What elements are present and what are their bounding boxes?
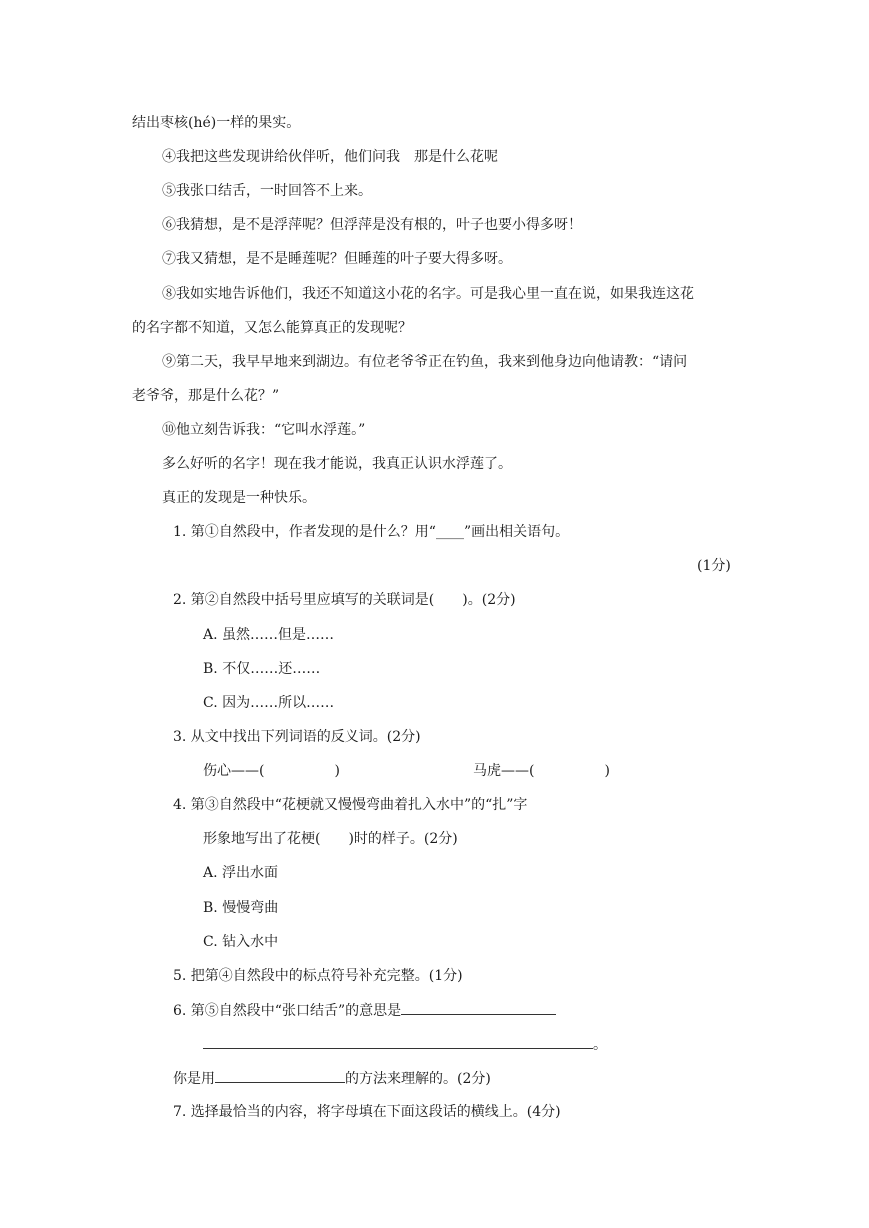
paragraph-8-line2: 的名字都不知道，又怎么能算真正的发现呢？ [132, 320, 412, 336]
paragraph-10: ⑩他立刻告诉我：“它叫水浮莲。” [162, 422, 366, 438]
paragraph-11: 多么好听的名字！现在我才能说，我真正认识水浮莲了。 [162, 456, 512, 472]
question-4-line1: 4. 第③自然段中“花梗就又慢慢弯曲着扎入水中”的“扎”字 [173, 797, 528, 813]
paragraph-4: ④我把这些发现讲给伙伴听，他们问我 那是什么花呢 [162, 149, 498, 165]
question-2-option-a: A. 虽然……但是…… [203, 627, 335, 643]
question-1-text-a: 1. 第①自然段中，作者发现的是什么？用“ [173, 524, 436, 540]
question-6-line2 [203, 1034, 607, 1055]
question-6 [173, 1000, 556, 1021]
question-2: 2. 第②自然段中括号里应填写的关联词是( )。(2分) [173, 592, 516, 608]
question-3-antonym-right: 马虎——( ) [473, 763, 610, 779]
paragraph-9-line1: ⑨第二天，我早早地来到湖边。有位老爷爷正在钓鱼，我来到他身边向他请教：“请问 [162, 354, 688, 370]
question-3: 3. 从文中找出下列词语的反义词。(2分) [173, 729, 421, 745]
paragraph-6: ⑥我猜想，是不是浮萍呢？但浮萍是没有根的，叶子也要小得多呀！ [162, 217, 582, 233]
question-6-answer-blank-1[interactable] [401, 1000, 556, 1015]
question-1-score: (1分) [697, 558, 731, 574]
question-6-text: 6. 第⑤自然段中“张口结舌”的意思是 [173, 1003, 402, 1019]
question-1-text-b: ”画出相关语句。 [463, 524, 570, 540]
question-5: 5. 把第④自然段中的标点符号补充完整。(1分) [173, 968, 463, 984]
question-3-antonym-left: 伤心——( ) [203, 763, 340, 779]
paragraph-12: 真正的发现是一种快乐。 [162, 490, 316, 506]
paragraph-5: ⑤我张口结舌，一时回答不上来。 [162, 183, 372, 199]
passage-line-continuation: 结出枣核(hé)一样的果实。 [132, 115, 301, 131]
question-1 [173, 522, 569, 542]
question-1-blank: ____ [435, 524, 464, 540]
paragraph-7: ⑦我又猜想，是不是睡莲呢？但睡莲的叶子要大得多呀。 [162, 251, 512, 267]
question-6-method-b: 的方法来理解的。(2分) [345, 1071, 491, 1087]
paragraph-8-line1: ⑧我如实地告诉他们，我还不知道这小花的名字。可是我心里一直在说，如果我连这花 [162, 286, 694, 302]
paragraph-9-line2: 老爷爷，那是什么花？” [132, 388, 280, 404]
question-6-method [173, 1068, 491, 1089]
question-4-option-c: C. 钻入水中 [203, 934, 279, 950]
question-2-option-c: C. 因为……所以…… [203, 695, 335, 711]
question-2-option-b: B. 不仅……还…… [203, 661, 321, 677]
question-6-answer-blank-2[interactable] [203, 1034, 593, 1049]
question-6-method-a: 你是用 [173, 1071, 215, 1087]
question-6-method-blank[interactable] [215, 1068, 345, 1083]
question-7: 7. 选择最恰当的内容，将字母填在下面这段话的横线上。(4分) [173, 1104, 561, 1120]
question-4-option-a: A. 浮出水面 [203, 865, 279, 881]
question-4-line2: 形象地写出了花梗( )时的样子。(2分) [203, 831, 458, 847]
question-6-end-mark: 。 [593, 1037, 607, 1053]
question-4-option-b: B. 慢慢弯曲 [203, 900, 279, 916]
